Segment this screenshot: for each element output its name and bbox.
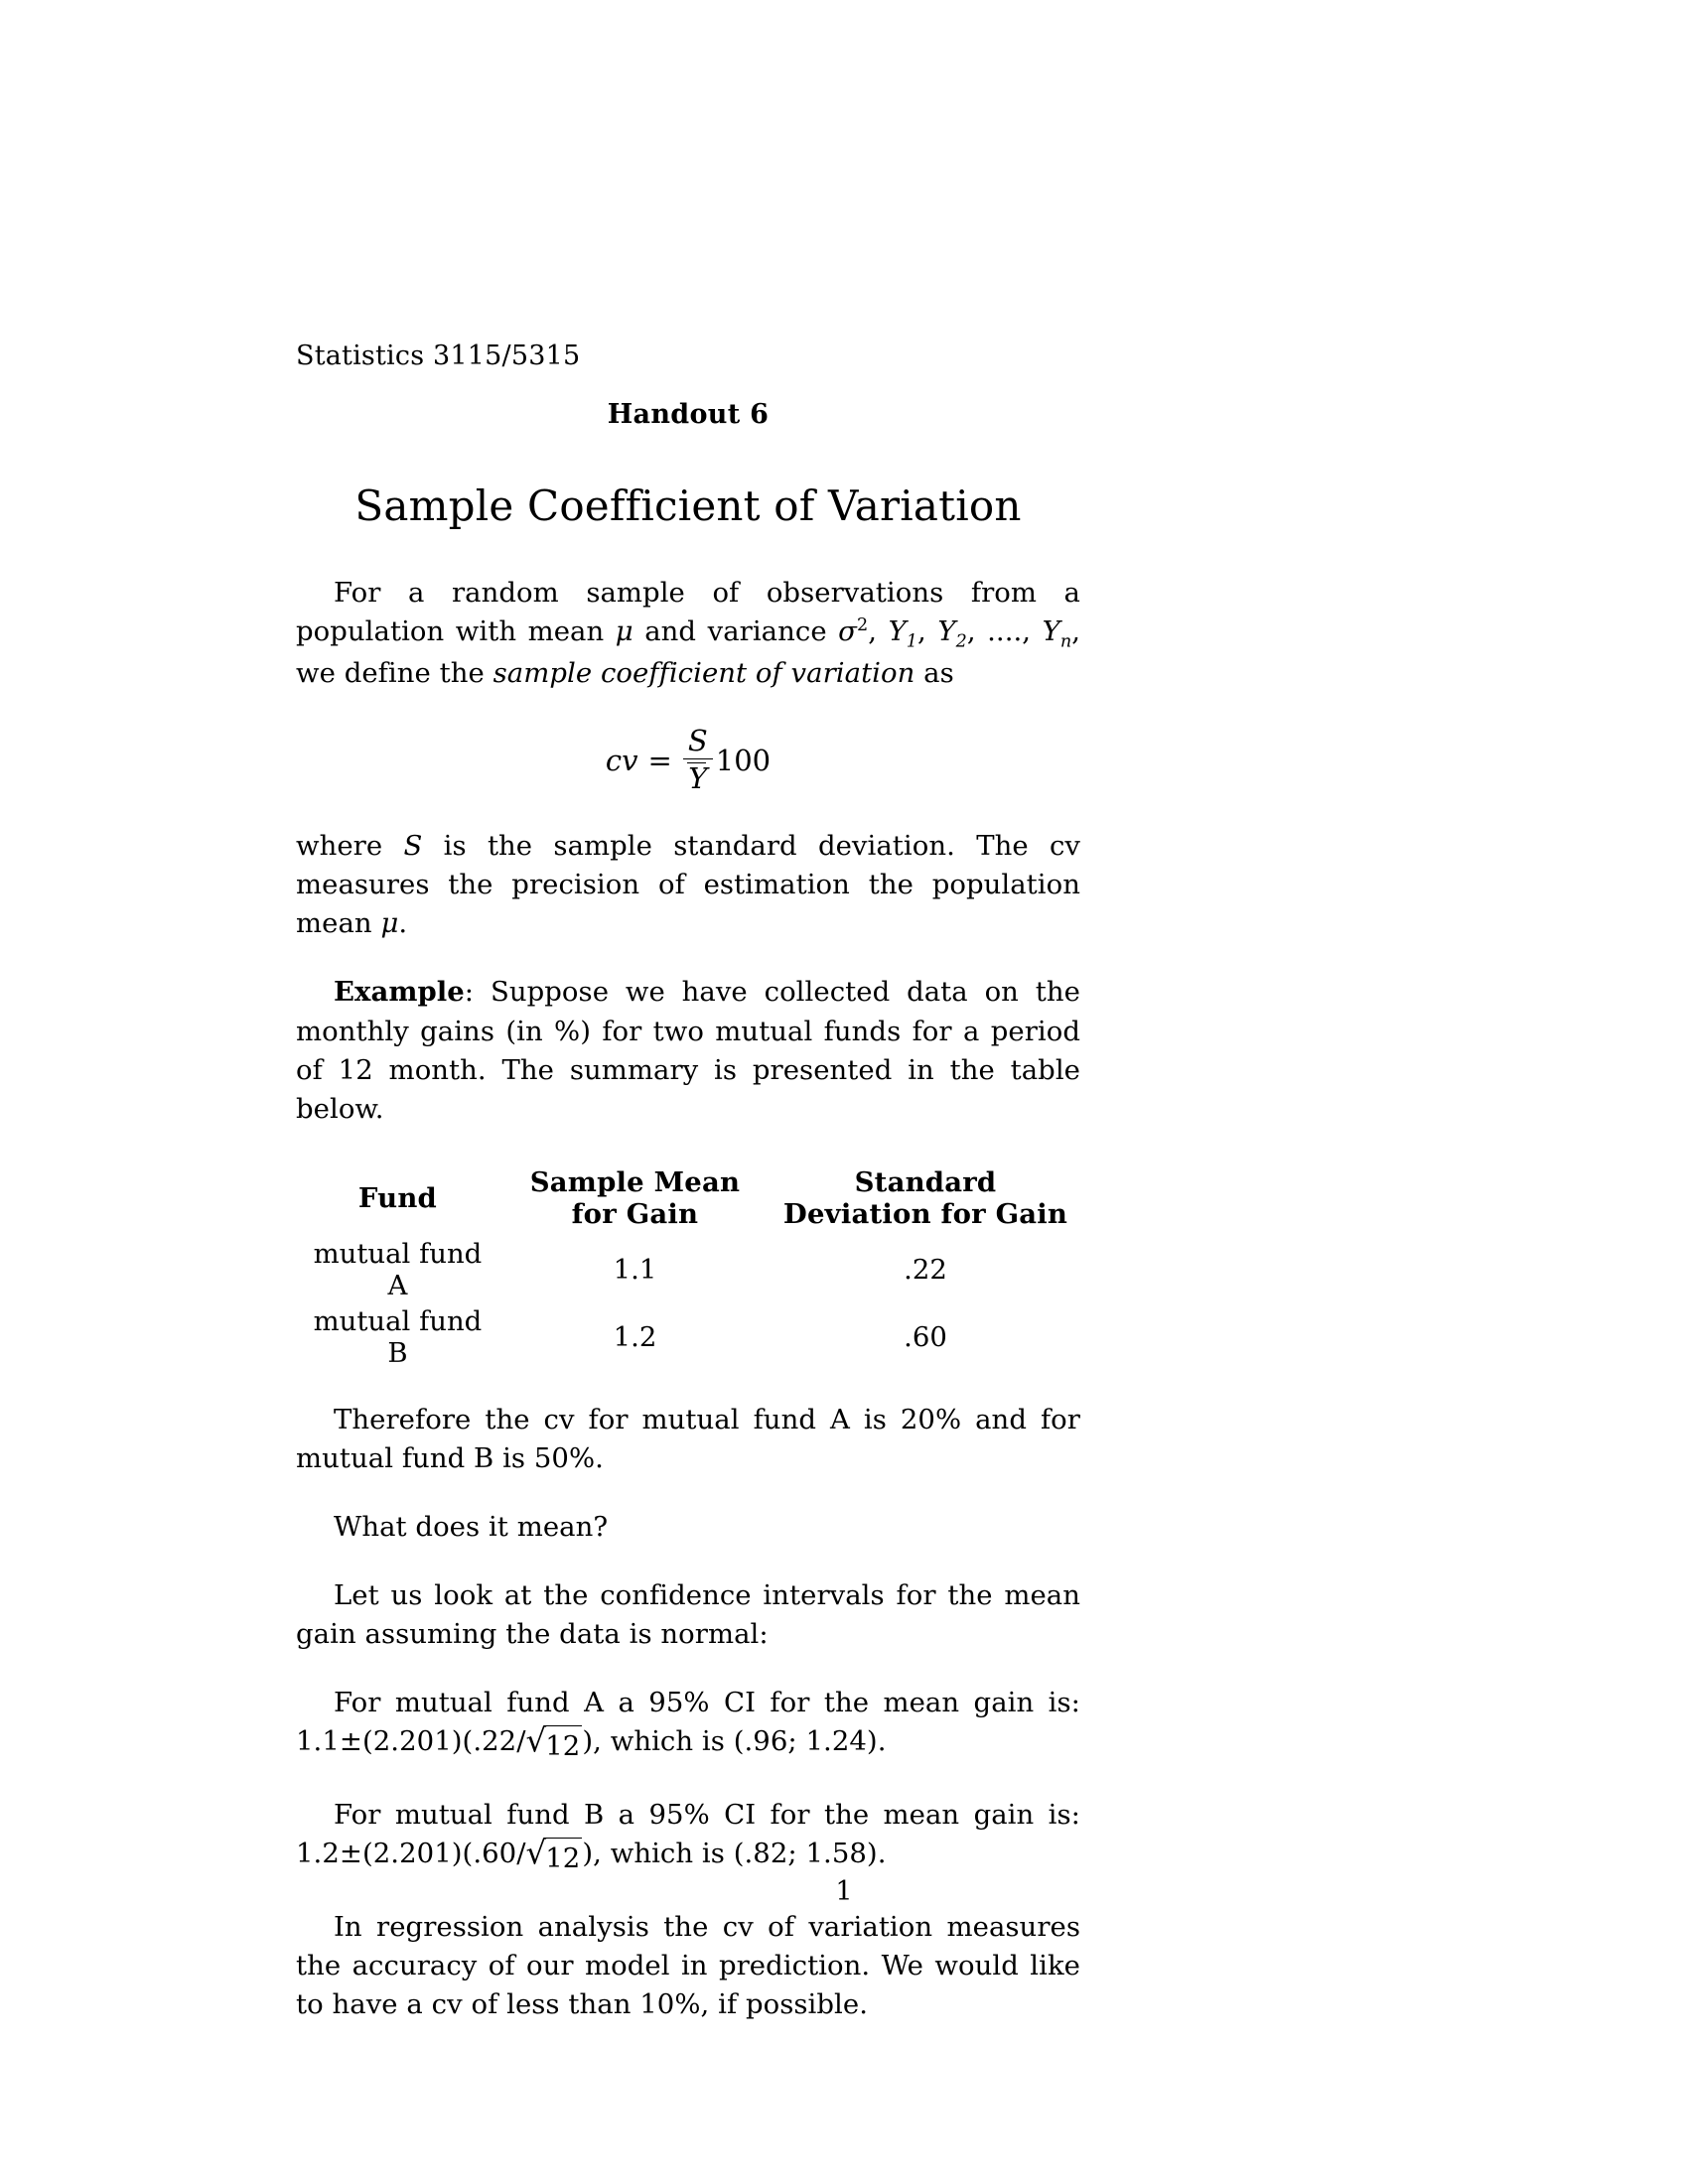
ci-a-prefix: For mutual fund A a 95% CI for the mean gain is: (334, 1686, 1080, 1718)
ci-a-sqrt (525, 1721, 583, 1766)
formula-equals: = (647, 743, 672, 777)
y-bar: Y (688, 761, 708, 796)
page-number: 1 (835, 1876, 853, 1907)
therefore-paragraph (296, 1401, 1080, 1478)
sigma-symbol: σ (838, 614, 857, 647)
ci-b-tvalue: (2.201) (361, 1838, 463, 1870)
ci-a-comma: , (593, 1724, 602, 1757)
formula-multiplier: 100 (715, 743, 772, 777)
intro-text-e: as (914, 657, 954, 690)
table-header-row (296, 1164, 1080, 1236)
ci-a-tvalue: (2.201) (361, 1724, 463, 1757)
ci-b-plusminus: ± (339, 1838, 362, 1870)
fund-summary-table (296, 1164, 1080, 1371)
regression-paragraph (296, 1908, 1080, 2024)
ci-fund-b-paragraph (296, 1796, 1080, 1878)
text-block (296, 340, 1080, 2024)
column-header-sample-mean: Sample Mean for Gain (529, 1165, 741, 1230)
cell-fund-name: mutual fund A (313, 1237, 483, 1301)
y-subscript-n: n (1059, 631, 1072, 652)
course-line: Statistics 3115/5315 (296, 341, 581, 371)
radical-sign: √ (525, 1834, 547, 1872)
formula-fraction (683, 724, 713, 796)
after-equation-paragraph (296, 827, 1080, 943)
ci-a-open-paren: ( (462, 1724, 474, 1757)
y-variable-1: Y (888, 614, 907, 647)
regression-text: In regression analysis the cv of variation measures the accuracy of our model in prediction. We would like to have a cv of less than 10%, if possible. (296, 1911, 1080, 2021)
after-eq-text-b: is the sample standard deviation. The cv measures the precision of estimation the population mean (296, 830, 1080, 940)
ci-b-open-paren: ( (462, 1838, 474, 1870)
confidence-intro-text: Let us look at the confidence intervals for the mean gain assuming the data is normal: (296, 1578, 1080, 1650)
example-paragraph (296, 973, 1080, 1128)
table-row (296, 1236, 1080, 1303)
ci-a-plusminus: ± (339, 1724, 362, 1757)
ci-a-sd: .22 (473, 1724, 517, 1757)
cv-formula (296, 724, 1080, 796)
ci-a-close-paren: ) (582, 1724, 594, 1757)
mu-symbol-2: μ (380, 907, 399, 940)
handout-label: Handout 6 (607, 398, 770, 430)
cell-fund-name: mutual fund B (313, 1304, 483, 1369)
radicand-value: 12 (544, 1725, 582, 1766)
ci-b-comma: , (593, 1838, 602, 1870)
formula-lhs: cv (605, 743, 638, 777)
intro-text-d: , we define the (296, 614, 1080, 690)
ci-a-suffix: which is (.96; 1.24). (610, 1724, 887, 1757)
radical-sign: √ (525, 1721, 547, 1760)
ci-b-prefix: For mutual fund B a 95% CI for the mean gain is: (334, 1798, 1080, 1831)
after-eq-text-a: where (296, 830, 404, 863)
example-text: : Suppose we have collected data on the monthly gains (in %) for two mutual funds for a period of 12 month. The summary is presented in the table below. (296, 976, 1080, 1125)
therefore-text: Therefore the cv for mutual fund A is 20% and for mutual fund B is 50%. (296, 1403, 1080, 1474)
s-symbol: S (403, 830, 423, 863)
ci-b-slash: / (516, 1838, 526, 1870)
intro-text-a: For a random sample of observations from a population with mean (296, 576, 1080, 647)
radicand-value: 12 (544, 1838, 582, 1878)
y-subscript-1: 1 (906, 631, 918, 652)
intro-text-b: and variance (633, 614, 839, 647)
formula-numerator: S (687, 724, 708, 758)
y-variable-2: Y (937, 614, 956, 647)
mu-symbol: μ (615, 614, 633, 647)
y-variable-n: Y (1042, 614, 1060, 647)
cell-sample-mean: 1.2 (613, 1320, 657, 1353)
ci-b-suffix: which is (.82; 1.58). (610, 1838, 887, 1870)
sigma-exponent: 2 (857, 614, 869, 635)
ci-b-mean: 1.2 (296, 1838, 340, 1870)
confidence-intro-paragraph (296, 1576, 1080, 1654)
y-subscript-2: 2 (955, 631, 967, 652)
intro-comma: , (868, 614, 889, 647)
column-header-fund: Fund (357, 1181, 437, 1214)
after-eq-period: . (398, 907, 408, 940)
question-text: What does it mean? (334, 1510, 609, 1543)
column-header-standard-deviation: Standard Deviation for Gain (782, 1165, 1068, 1230)
ci-b-sd: .60 (473, 1838, 517, 1870)
cell-standard-deviation: .60 (904, 1320, 947, 1353)
ci-a-slash: / (516, 1724, 526, 1757)
ci-b-close-paren: ) (582, 1838, 594, 1870)
ci-fund-a-paragraph (296, 1684, 1080, 1766)
cell-sample-mean: 1.1 (613, 1253, 657, 1286)
question-paragraph (296, 1508, 1080, 1547)
intro-paragraph: For a random sample of observations from a population with mean μ and variance $\sigma^2$, $Y_1$, $Y_2$, ...., $Y_n$, we define the sample coefficient of variation as (296, 576, 1080, 690)
ci-a-mean: 1.1 (296, 1724, 340, 1757)
example-label: Example (334, 976, 465, 1009)
italic-term: sample coefficient of variation (492, 657, 915, 690)
ci-b-sqrt (525, 1834, 583, 1878)
table-row (296, 1303, 1080, 1371)
formula-denominator (684, 759, 711, 796)
cell-standard-deviation: .22 (904, 1253, 947, 1286)
page-title: Sample Coefficient of Variation (354, 480, 1022, 530)
